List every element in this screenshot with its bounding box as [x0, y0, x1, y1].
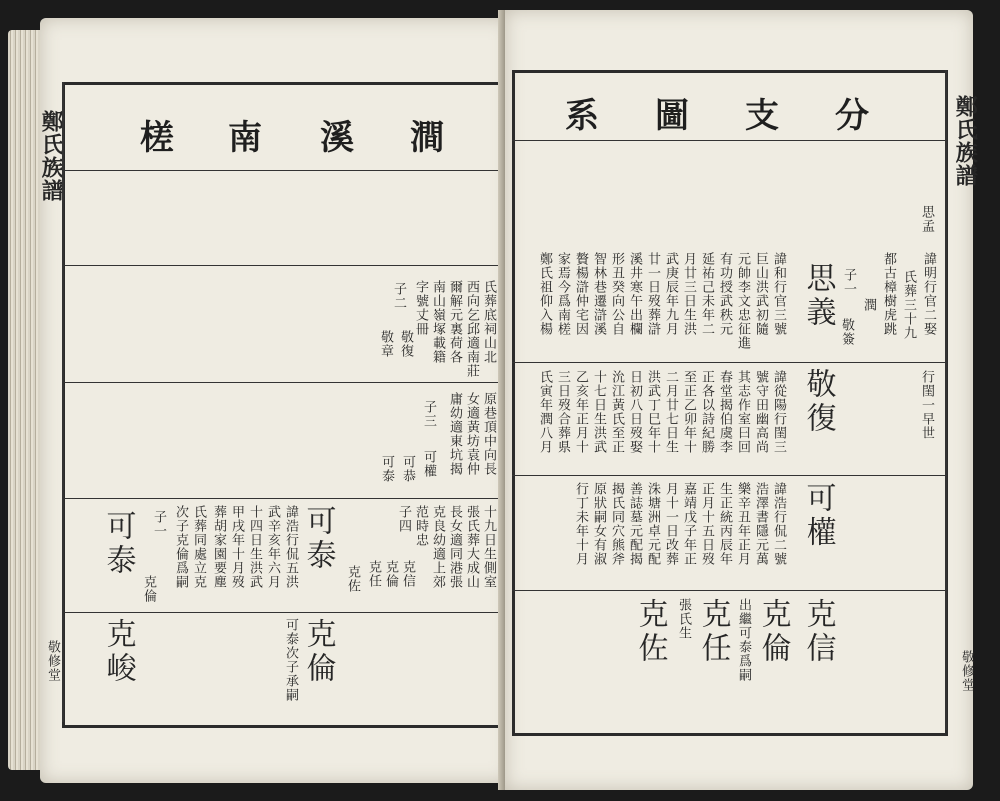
left-col-c32: 氏葬同處立克: [190, 505, 206, 589]
right-col-r23: 諱從陽行閨三: [770, 370, 786, 454]
right-title-char-2: 支: [745, 96, 779, 136]
right-col-r31: 日初八日歿娶: [626, 370, 642, 454]
left-col-c26: 克佐: [344, 565, 360, 593]
left-col-c22: 子四: [395, 505, 411, 533]
left-title-char-1: 槎: [140, 118, 174, 158]
right-col-r4: 都古樟樹虎跳: [880, 252, 896, 336]
right-col-r10: 元帥李文忠征進: [734, 252, 750, 350]
left-col-c25: 克任: [365, 560, 381, 588]
right-col-r51: 出繼可泰爲嗣: [735, 598, 751, 682]
left-col-c20: 克良幼適上郊: [429, 505, 445, 589]
left-col-c16: 可泰: [378, 455, 394, 483]
left-name-ke-tai: 可泰: [300, 505, 336, 573]
right-col-r28: 至正乙卯年十: [680, 370, 696, 454]
right-title-char-3: 圖: [655, 96, 689, 136]
right-row-rule-3: [512, 590, 945, 591]
right-col-r29: 二月廿七日生: [662, 370, 678, 454]
right-name-ke-zuo: 克佐: [632, 598, 668, 666]
right-row-rule-2: [512, 475, 945, 476]
right-spine-title: 鄭氏族譜: [952, 95, 979, 187]
right-col-r8: 諱和行官三號: [770, 252, 786, 336]
left-title-rule: [62, 170, 505, 171]
left-col-c1: 氏葬底祠山北: [480, 280, 496, 364]
left-spine-title: 鄭氏族譜: [38, 110, 65, 202]
right-col-r42: 嘉靖戊子年正: [680, 482, 696, 566]
right-col-r34: 乙亥年正月十: [572, 370, 588, 454]
left-col-c10: 女適黃坊袁仲: [463, 392, 479, 476]
left-col-c19: 長女適同港張: [446, 505, 462, 589]
right-name-si-yi: 思義: [800, 262, 836, 330]
right-col-r45: 善誌墓元配揭: [626, 482, 642, 566]
right-col-r27: 正各以詩紀勝: [698, 370, 714, 454]
right-col-r1: 思孟: [918, 205, 934, 233]
right-col-r38: 浩澤書隱元萬: [752, 482, 768, 566]
left-col-c18: 張氏葬大成山: [463, 505, 479, 589]
left-col-c6: 子二: [390, 282, 406, 310]
right-col-r39: 樂辛丑年正月: [734, 482, 750, 566]
right-col-r6: 子一: [840, 268, 856, 296]
left-col-c29: 十四日生洪武: [246, 505, 262, 589]
right-row-rule-1: [512, 362, 945, 363]
left-col-c3: 爾解元裏荷各: [446, 280, 462, 364]
left-name-ke-tai-2: 可泰: [100, 510, 136, 578]
left-row-rule-2: [62, 382, 505, 383]
right-col-r11: 有功授武秩元: [716, 252, 732, 336]
left-title-char-2: 南: [228, 118, 262, 158]
right-col-r16: 溪井寒午出欄: [626, 252, 642, 336]
left-name-ke-lun: 克倫: [300, 618, 336, 686]
right-col-r17: 形丑癸向公自: [608, 252, 624, 336]
right-col-r15: 廿一日歿葬滸: [644, 252, 660, 336]
left-col-c7: 敬復: [397, 330, 413, 358]
left-col-c31: 葬胡家園要塵: [210, 505, 226, 589]
left-col-c5: 字號丈冊: [412, 280, 428, 336]
right-col-r21: 鄭氏祖仰入楊: [536, 252, 552, 336]
left-col-c13: 子三: [420, 400, 436, 428]
left-col-c28: 武辛亥年六月: [264, 505, 280, 589]
left-col-c8: 敬章: [377, 330, 393, 358]
left-col-c21: 范時忠: [412, 505, 428, 547]
right-title-char-1: 分: [835, 96, 869, 136]
right-col-r12: 延祐己未年二: [698, 252, 714, 336]
right-col-r20: 家焉今爲南槎: [554, 252, 570, 336]
left-outer-rule: [62, 82, 64, 722]
left-col-c36: 可泰次子承嗣: [282, 618, 298, 702]
left-row-rule-4: [62, 612, 505, 613]
left-col-c11: 庸幼適東坑揭: [446, 392, 462, 476]
right-col-r35: 三日歿合葬県: [554, 370, 570, 454]
right-col-r2: 諱明行官二娶: [920, 252, 936, 336]
left-name-ke-jun: 克峻: [100, 618, 136, 686]
left-title-char-3: 溪: [320, 118, 354, 158]
left-col-c4: 南山嶺塚載籍: [429, 280, 445, 364]
right-name-jing-fu: 敬復: [800, 368, 836, 436]
right-title-rule: [512, 140, 945, 141]
left-col-c33: 次子克倫爲嗣: [172, 505, 188, 589]
left-col-c23: 克信: [399, 560, 415, 588]
left-row-rule-3: [62, 498, 505, 499]
right-col-r5: 潤: [860, 298, 876, 312]
right-col-r24: 號守田幽高尚: [752, 370, 768, 454]
right-outer-rule: [945, 70, 947, 730]
left-row-rule-1: [62, 265, 505, 266]
right-name-ke-lun: 克倫: [755, 598, 791, 666]
right-name-ke-quan: 可權: [800, 482, 836, 550]
right-col-r30: 洪武丁巳年十: [644, 370, 660, 454]
right-col-r14: 武庚辰年九月: [662, 252, 678, 336]
left-col-c34: 子一: [150, 510, 166, 538]
left-col-c2: 西向乞邱適南莊: [463, 280, 479, 378]
left-col-c24: 克倫: [382, 560, 398, 588]
left-col-c17: 十九日生側室: [480, 505, 496, 589]
left-title-char-4: 澗: [410, 118, 444, 158]
right-col-r25: 其志作室曰回: [734, 370, 750, 454]
left-col-c35: 克倫: [140, 575, 156, 603]
right-col-r47: 原狀嗣女有淑: [590, 482, 606, 566]
left-col-c27: 諱浩行侃五洪: [282, 505, 298, 589]
right-col-r9: 巨山洪武初隨: [752, 252, 768, 336]
left-col-c14: 可權: [420, 450, 436, 478]
right-col-r36: 氏寅年潤八月: [536, 370, 552, 454]
right-spine-footer: 敬修堂: [958, 650, 974, 692]
right-col-r18: 智林巷遷滸溪: [590, 252, 606, 336]
right-col-r46: 揭氏同穴熊斧: [608, 482, 624, 566]
left-col-c9: 原巷頂中向長: [480, 392, 496, 476]
right-col-r19: 贅楊滸仲宅因: [572, 252, 588, 336]
right-col-r52: 張氏生: [675, 598, 691, 640]
left-spine-footer: 敬修堂: [44, 640, 60, 682]
right-col-r40: 生正統丙辰年: [716, 482, 732, 566]
right-col-r37: 諱浩行侃二號: [770, 482, 786, 566]
right-col-r43: 月十一日改葬: [662, 482, 678, 566]
right-col-r48: 行丁未年十月: [572, 482, 588, 566]
right-name-ke-xin: 克信: [800, 598, 836, 666]
left-col-c15: 可恭: [399, 455, 415, 483]
right-col-r3: 氏葬三十九: [900, 270, 916, 340]
right-col-r41: 正月十五日歿: [698, 482, 714, 566]
right-col-r32: 沇江黃氏至正: [608, 370, 624, 454]
right-col-r7: 敬簽: [838, 318, 854, 346]
left-col-c30: 甲戌年十月歿: [228, 505, 244, 589]
right-title-char-4: 系: [565, 96, 599, 136]
right-col-r26: 春堂揭伯虞李: [716, 370, 732, 454]
right-col-r33: 十七日生洪武: [590, 370, 606, 454]
right-col-r13: 月廿三日生洪: [680, 252, 696, 336]
right-col-r22: 行閨一早世: [918, 370, 934, 440]
right-col-r44: 洙塘洲卓元配: [644, 482, 660, 566]
right-name-ke-ren: 克任: [695, 598, 731, 666]
